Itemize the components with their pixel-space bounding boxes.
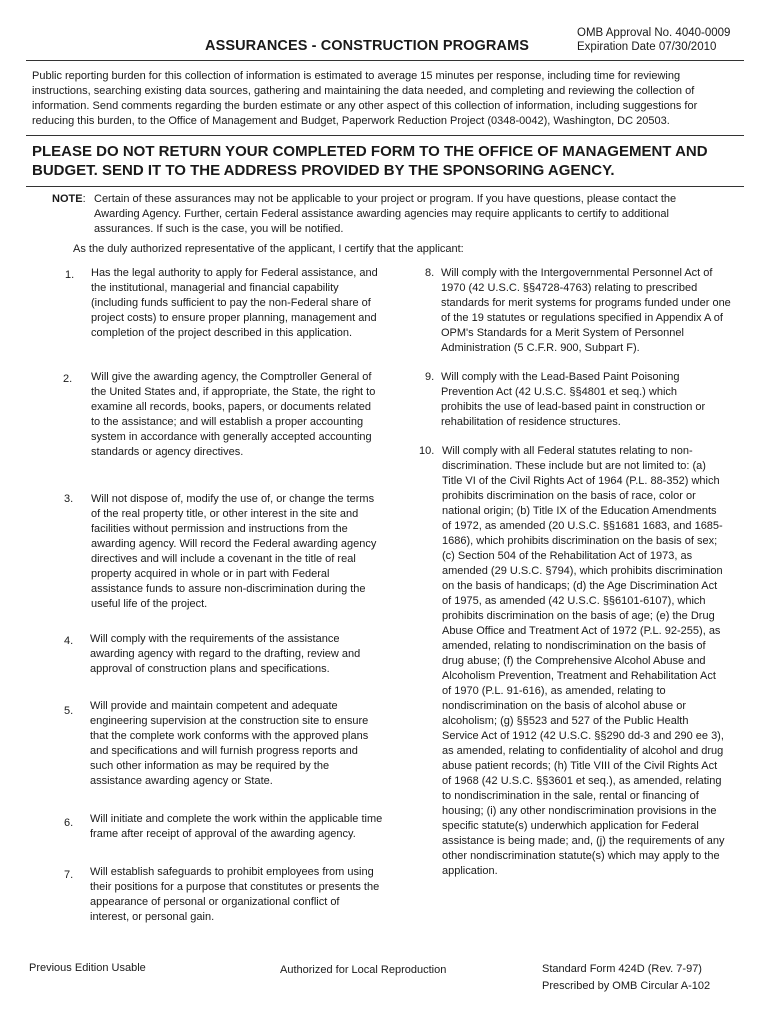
burden-divider	[26, 135, 744, 136]
return-warning: PLEASE DO NOT RETURN YOUR COMPLETED FORM TO THE OFFICE OF MANAGEMENT AND BUDGET. SEND IT TO THE ADDRESS PROVIDED BY THE SPONSORING AGENCY.	[32, 143, 708, 179]
item-number: 10.	[419, 445, 435, 457]
item-number: 9.	[425, 371, 435, 383]
expiration-date: Expiration Date 07/30/2010	[577, 41, 717, 53]
item-number: 4.	[64, 635, 74, 647]
item-text: Will comply with the Lead-Based Paint Poisoning Prevention Act (42 U.S.C. §§4801 et seq.) which prohibits the use of lead-based paint in construction or rehabilitation of residence structures.	[441, 371, 706, 428]
item-number: 6.	[64, 817, 74, 829]
item-text: Will initiate and complete the work within the applicable time frame after receipt of approval of the awarding agency.	[90, 813, 383, 840]
item-text: Will comply with the requirements of the assistance awarding agency with regard to the drafting, review and approval of construction plans and specifications.	[90, 633, 361, 675]
item-text: Has the legal authority to apply for Federal assistance, and the institutional, managerial and financial capability (including funds sufficient to pay the non-Federal share of project costs) to ensure proper planning, management and completion of the project described in this application.	[91, 267, 378, 339]
item-number: 7.	[64, 869, 74, 881]
item-number: 3.	[64, 493, 74, 505]
item-text: Will comply with all Federal statutes relating to non-discrimination. These include but are not limited to: (a) Title VI of the Civil Rights Act of 1964 (P.L. 88-352) which prohibits discrimination on the basis of race, color or national origin; (b) Title IX of the Education Amendments of 1972, as amended (20 U.S.C. §§1681 1683, and 1685-1686), which prohibits discrimination on the basis of sex; (c) Section 504 of the Rehabilitation Act of 1973, as amended (29 U.S.C. §794), which prohibits discrimination on the basis of handicaps; (d) the Age Discrimination Act of 1975, as amended (42 U.S.C. §§6101-6107), which prohibits discrimination on the basis of age; (e) the Drug Abuse Office and Treatment Act of 1972 (P.L. 92-255), as amended, relating to nondiscrimination on the basis of drug abuse; (f) the Comprehensive Alcohol Abuse and Alcoholism Prevention, Treatment and Rehabilitation Act of 1970 (P.L. 91-616), as amended, relating to nondiscrimination on the basis of alcohol abuse or alcoholism; (g) §§523 and 527 of the Public Health Service Act of 1912 (42 U.S.C. §§290 dd-3 and 290 ee 3), as amended, relating to confidentiality of alcohol and drug abuse patient records; (h) Title VIII of the Civil Rights Act of 1968 (42 U.S.C. §§3601 et seq.), as amended, relating to nondiscrimination in the sale, rental or financing of housing; (i) any other nondiscrimination provisions in the specific statute(s) underwhich application for Federal assistance is being made; and, (j) the requirements of any other nondiscrimination statute(s) which may apply to the application.	[442, 445, 725, 877]
note-text: Certain of these assurances may not be applicable to your project or program. If you have questions, please contact the Awarding Agency. Further, certain Federal assistance awarding agencies may require applicants to certify to additional assurances. If such is the case, you will be notified.	[94, 193, 677, 235]
item-text: Will give the awarding agency, the Comptroller General of the United States and, if appropriate, the State, the right to examine all records, books, papers, or documents related to the assistance; and will establish a proper accounting system in accordance with generally accepted accounting standards or agency directives.	[91, 371, 376, 458]
item-number: 8.	[425, 267, 435, 279]
item-text: Will not dispose of, modify the use of, or change the terms of the real property title, or other interest in the site and facilities without permission and instructions from the awarding agency. Will record the Federal awarding agency directives and will include a covenant in the title of real property acquired in whole or in part with Federal assistance funds to assure non-discrimination during the useful life of the project.	[91, 493, 377, 610]
item-text: Will provide and maintain competent and adequate engineering supervision at the construction site to ensure that the complete work conforms with the approved plans and specifications and will furnish progress reports and such other information as may be required by the assistance awarding agency or State.	[90, 700, 369, 787]
item-text: Will comply with the Intergovernmental Personnel Act of 1970 (42 U.S.C. §§4728-4763) relating to prescribed standards for merit systems for programs funded under one of the 19 statutes or regulations specified in Appendix A of OPM's Standards for a Merit System of Personnel Administration (5 C.F.R. 900, Subpart F).	[441, 267, 731, 354]
item-number: 1.	[65, 269, 75, 281]
certify-statement: As the duly authorized representative of the applicant, I certify that the applicant:	[73, 243, 464, 255]
footer-authorized: Authorized for Local Reproduction	[280, 964, 447, 976]
item-number: 2.	[63, 373, 73, 385]
item-number: 5.	[64, 705, 74, 717]
warning-divider	[26, 186, 744, 187]
burden-statement: Public reporting burden for this collection of information is estimated to average 15 minutes per response, including time for reviewing instructions, searching existing data sources, gathering and maintaining the data needed, and completing and reviewing the collection of information. Send comments regarding the burden estimate or any other aspect of this collection of information, including suggestions for reducing this burden, to the Office of Management and Budget, Paperwork Reduction Project (0348-0042), Washington, DC 20503.	[32, 70, 698, 127]
footer-prescribed: Prescribed by OMB Circular A-102	[542, 980, 711, 992]
header-divider	[26, 60, 744, 61]
note-block: NOTE: Certain of these assurances may not be applicable to your project or program. If you have questions, please contact the Awarding Agency. Further, certain Federal assistance awarding agencies may require applicants to certify to additional assurances. If such is the case, you will be notified.	[52, 192, 702, 237]
note-label: NOTE	[52, 193, 83, 205]
omb-info	[577, 26, 730, 54]
omb-approval-number: OMB Approval No. 4040-0009	[577, 27, 731, 39]
item-text: Will establish safeguards to prohibit employees from using their positions for a purpose that constitutes or presents the appearance of personal or organizational conflict of interest, or personal gain.	[90, 866, 380, 923]
footer-form-number: Standard Form 424D (Rev. 7-97)	[542, 963, 702, 975]
form-title: ASSURANCES - CONSTRUCTION PROGRAMS	[205, 38, 530, 54]
footer-previous-edition: Previous Edition Usable	[29, 962, 146, 974]
